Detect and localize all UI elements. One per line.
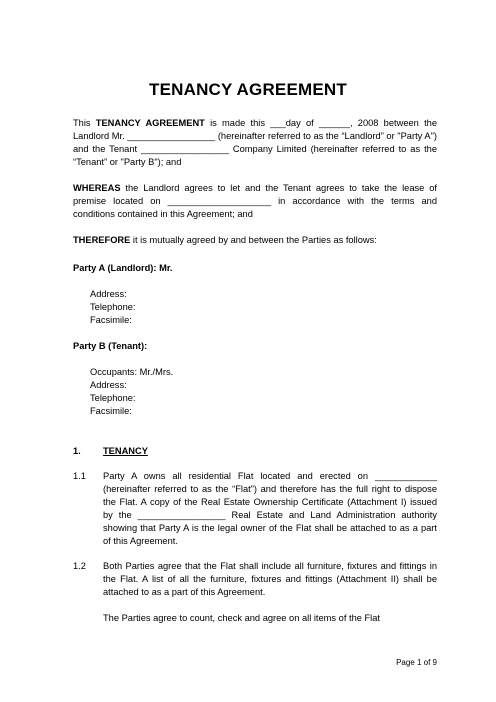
party-b-address: Address: <box>90 380 127 390</box>
page-number: Page 1 of 9 <box>396 658 437 667</box>
party-a-facsimile: Facsimile: <box>90 315 132 325</box>
document-title: TENANCY AGREEMENT <box>149 80 347 99</box>
therefore-text: it is mutually agreed by and between the Parties as follows: <box>130 235 377 245</box>
party-a-address: Address: <box>90 289 127 299</box>
whereas-text: the Landlord agrees to let and the Tenant agrees to take the lease of premise located on ____________________ in accordance with the terms and conditions contained in this Agreement; and <box>73 183 437 219</box>
party-b-heading: Party B (Tenant): <box>73 341 148 351</box>
whereas-bold: WHEREAS <box>73 183 121 193</box>
therefore-paragraph <box>73 234 437 247</box>
clause-number: 1.2 <box>73 561 86 571</box>
clause-text: Both Parties agree that the Flat shall include all furniture, fixtures and fittings in the Flat. A list of all the furniture, fixtures and fittings (Attachment II) shall be attached to as a part of this Agreement. <box>103 561 437 597</box>
therefore-bold: THEREFORE <box>73 235 131 245</box>
clause-continuation: The Parties agree to count, check and agree on all items of the Flat <box>103 613 380 623</box>
section-number: 1. <box>73 446 81 456</box>
party-b-telephone: Telephone: <box>90 393 136 403</box>
intro-text-start: This <box>73 118 96 128</box>
section-heading: TENANCY <box>103 446 148 456</box>
party-a-telephone: Telephone: <box>90 302 136 312</box>
intro-bold-term: TENANCY AGREEMENT <box>95 118 205 128</box>
party-a-heading: Party A (Landlord): Mr. <box>73 263 173 273</box>
intro-paragraph <box>73 117 437 169</box>
party-b-occupants: Occupants: Mr./Mrs. <box>90 367 174 377</box>
party-b-facsimile: Facsimile: <box>90 406 132 416</box>
clause-text: Party A owns all residential Flat located and erected on ____________ (hereinafter referred to as the “Flat”) and therefore has the full right to dispose the Flat. A copy of the Real Estate Ownership Certificate (Attachment I) issued by the _________________ Real Estate and Land Administration authority showing that Party A is the legal owner of the Flat shall be attached to as a part of this Agreement. <box>103 471 437 546</box>
intro-text-rest: is made this ___day of ______, 2008 between the Landlord Mr. _________________ (hereinafter referred to as the “Landlord” or "Party A") and the Tenant _________________ Company Limited (hereinafter referred to as the “Tenant” or "Party B"); and <box>73 118 437 167</box>
clause-number: 1.1 <box>73 471 86 481</box>
whereas-paragraph <box>73 182 437 221</box>
